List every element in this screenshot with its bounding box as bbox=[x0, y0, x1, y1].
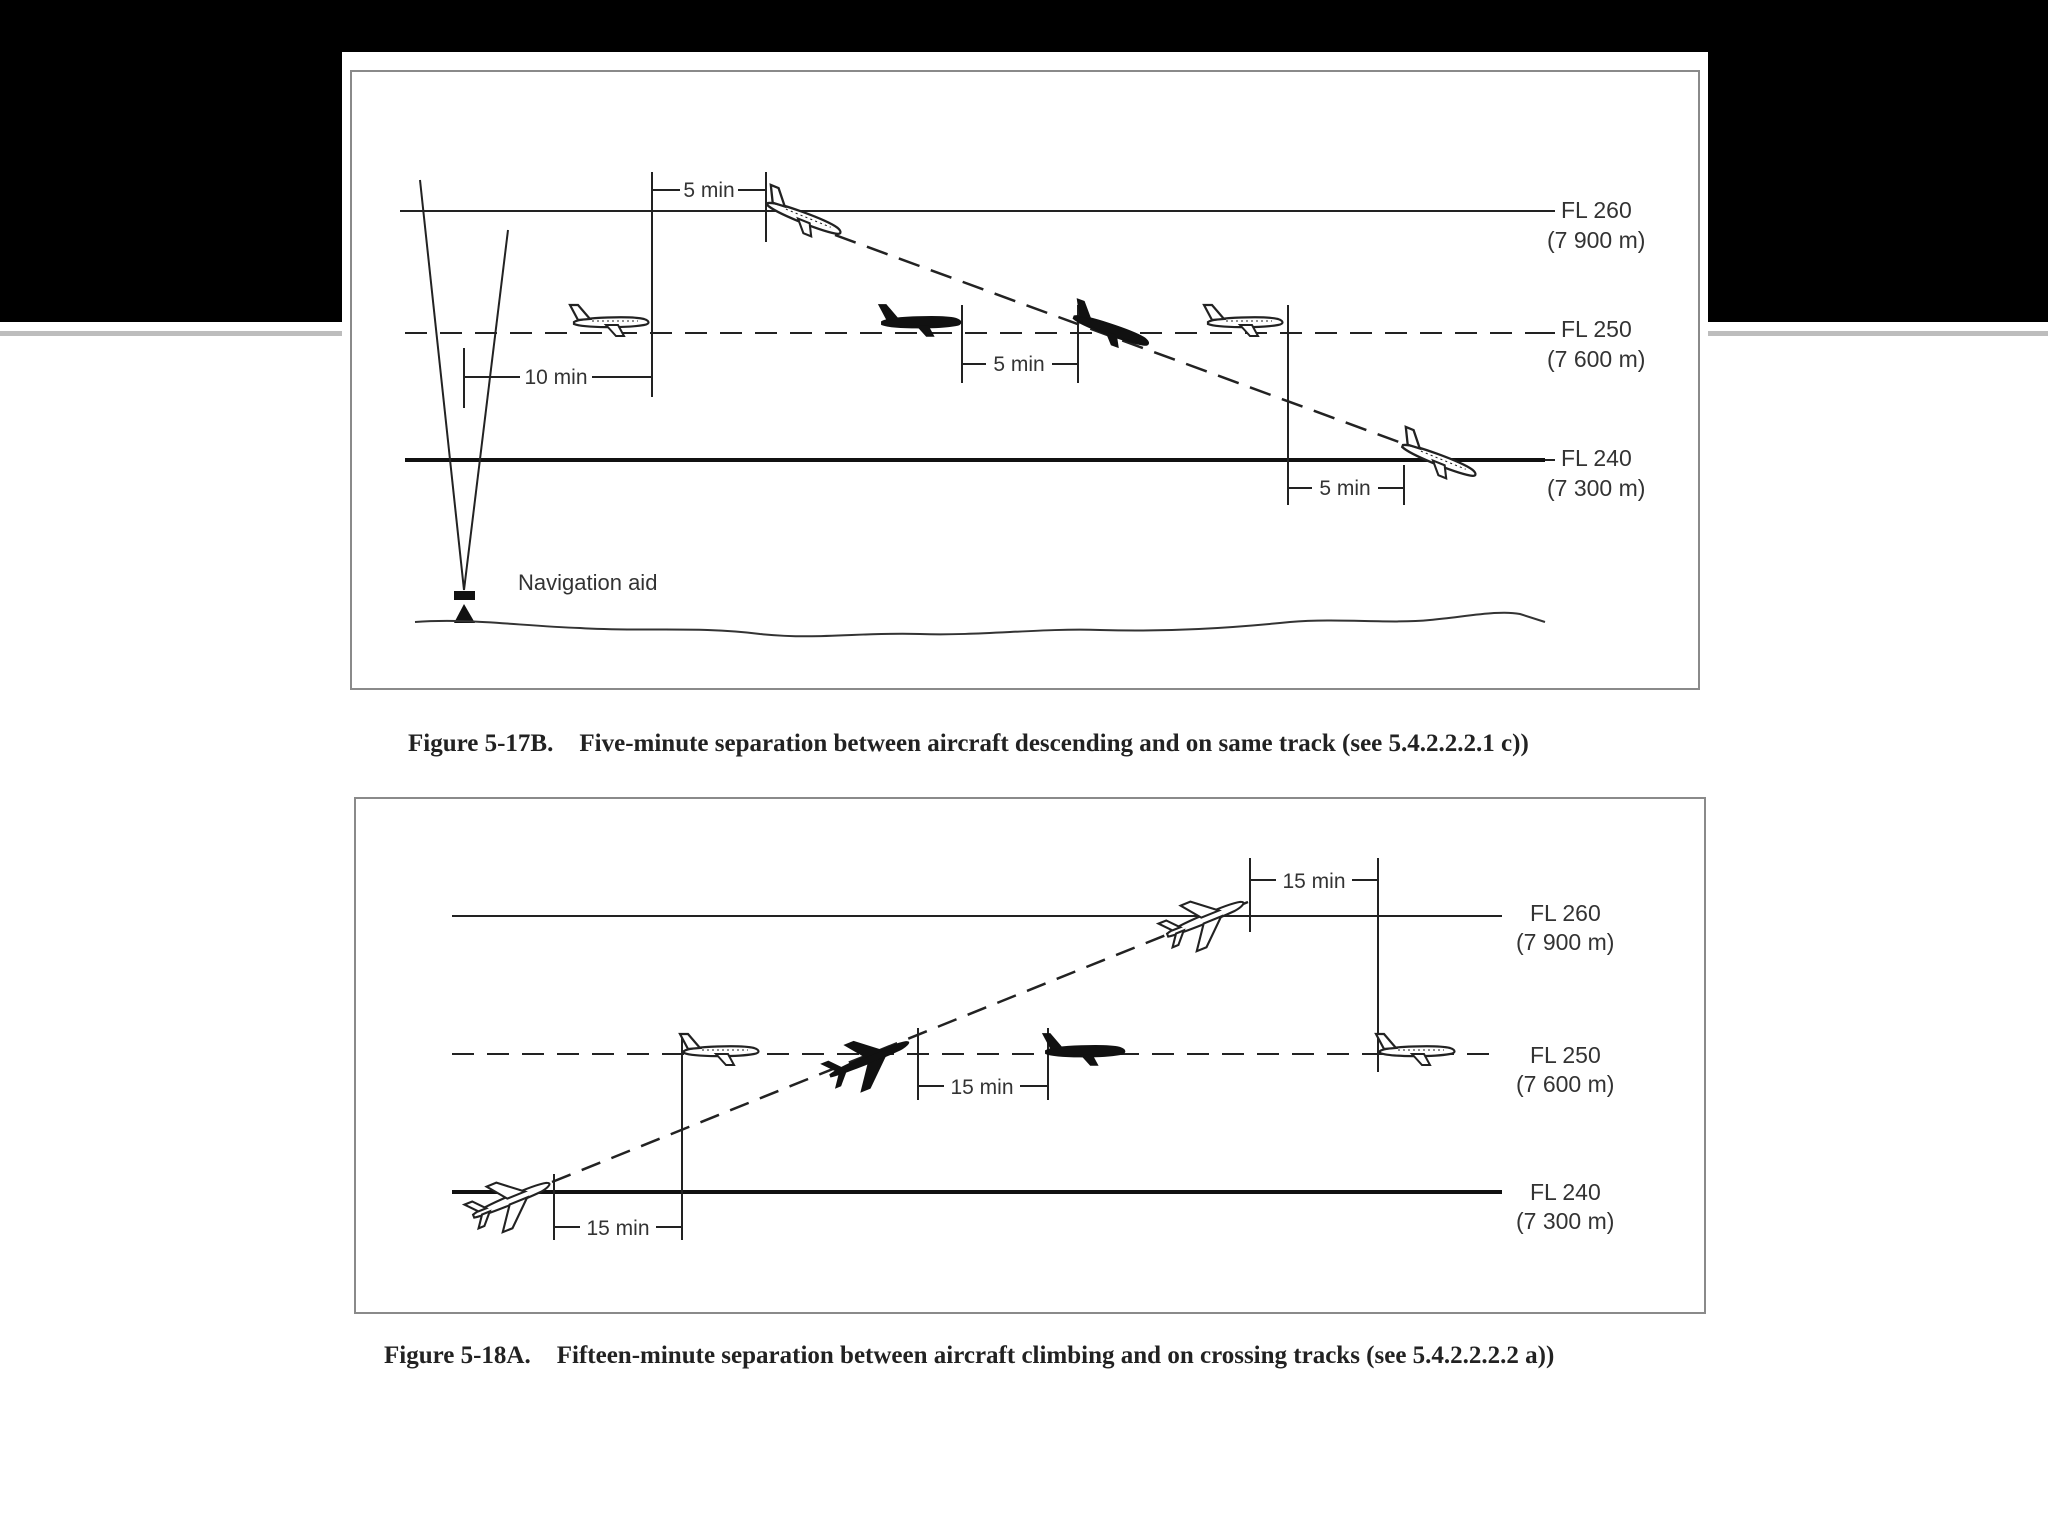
flight-level-label: FL 250 bbox=[1561, 316, 1632, 342]
aircraft-icon-dark bbox=[817, 1022, 920, 1103]
aircraft-icon bbox=[680, 1034, 759, 1065]
altitude-label: (7 600 m) bbox=[1547, 346, 1646, 372]
figure-caption-bottom bbox=[384, 1342, 1554, 1370]
aircraft-icon-dark bbox=[878, 304, 960, 337]
altitude-label: (7 900 m) bbox=[1516, 929, 1615, 955]
interval-label: 10 min bbox=[524, 366, 588, 389]
nav-beam-right bbox=[464, 230, 508, 590]
flight-level-label: FL 240 bbox=[1530, 1179, 1601, 1205]
interval-label: 5 min bbox=[683, 179, 735, 202]
aircraft-icon bbox=[461, 1164, 559, 1241]
figure-5-17b bbox=[400, 172, 1645, 636]
interval-label: 15 min bbox=[1282, 870, 1346, 893]
altitude-label: (7 900 m) bbox=[1547, 227, 1646, 253]
figure-5-18a bbox=[452, 858, 1614, 1242]
flight-level-label: FL 260 bbox=[1530, 900, 1601, 926]
altitude-label: (7 600 m) bbox=[1516, 1071, 1615, 1097]
interval-label: 15 min bbox=[950, 1076, 1014, 1099]
nav-aid-label: Navigation aid bbox=[518, 570, 658, 595]
caption-number: Figure 5-17B. bbox=[408, 730, 554, 757]
aircraft-icon bbox=[1376, 1034, 1455, 1065]
caption-number: Figure 5-18A. bbox=[384, 1342, 531, 1369]
flight-level-label: FL 240 bbox=[1561, 445, 1632, 471]
descent-path bbox=[835, 235, 1448, 460]
aircraft-icon bbox=[759, 185, 848, 246]
interval-label: 5 min bbox=[1319, 477, 1371, 500]
nav-aid-icon bbox=[454, 591, 475, 600]
nav-beam-left bbox=[420, 180, 464, 590]
flight-level-label: FL 250 bbox=[1530, 1042, 1601, 1068]
aircraft-icon bbox=[1204, 305, 1283, 336]
ground-line bbox=[415, 613, 1545, 637]
interval-label: 15 min bbox=[586, 1217, 650, 1240]
flight-level-label: FL 260 bbox=[1561, 197, 1632, 223]
figure-caption-top bbox=[408, 730, 1529, 758]
aircraft-icon bbox=[1155, 883, 1253, 960]
aircraft-icon bbox=[570, 305, 649, 336]
altitude-label: (7 300 m) bbox=[1547, 475, 1646, 501]
caption-text: Five-minute separation between aircraft descending and on same track (see 5.4.2.2.2.1 c)) bbox=[579, 730, 1529, 757]
interval-label: 5 min bbox=[993, 353, 1045, 376]
aircraft-icon-dark bbox=[1042, 1033, 1124, 1066]
aircraft-icon bbox=[1394, 427, 1483, 488]
caption-text: Fifteen-minute separation between aircraft climbing and on crossing tracks (see 5.4.2.2.2.2 a)) bbox=[556, 1342, 1555, 1369]
climb-path bbox=[552, 902, 1248, 1182]
bracket-5min-low bbox=[1288, 305, 1404, 505]
altitude-label: (7 300 m) bbox=[1516, 1208, 1615, 1234]
bracket-15min-low bbox=[554, 1036, 682, 1240]
